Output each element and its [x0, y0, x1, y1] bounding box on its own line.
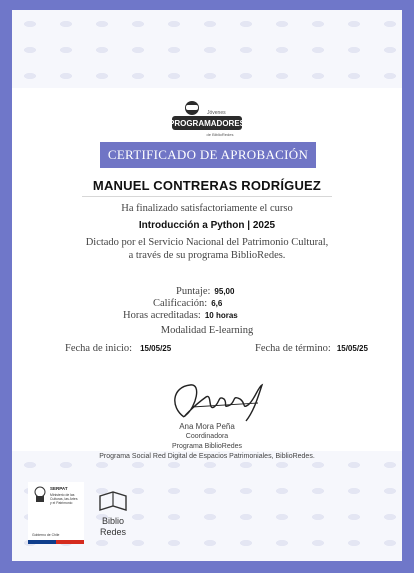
gov-line-3: y el Patrimonio — [50, 501, 73, 505]
horas-row — [123, 309, 238, 321]
calificacion-label: Calificación: — [153, 298, 208, 309]
logo-name: PROGRAMADORES — [168, 119, 246, 128]
modalidad-text: Modalidad E-learning — [160, 325, 254, 336]
signatory-program: Programa BiblioRedes — [171, 443, 243, 450]
logo-sub: de BiblioRedes — [206, 132, 234, 137]
dictado-text — [12, 236, 402, 262]
decorative-pattern-top — [12, 10, 402, 88]
fecha-inicio-label: Fecha de inicio: — [65, 343, 133, 354]
gov-line-2: Culturas, las Artes — [50, 497, 78, 501]
course-title: Introducción a Python | 2025 — [138, 220, 276, 231]
fecha-inicio-value: 15/05/25 — [140, 344, 172, 353]
fecha-termino-row — [255, 342, 368, 354]
book-icon — [92, 488, 134, 542]
signatory-role: Coordinadora — [185, 433, 229, 440]
horas-label: Horas acreditadas: — [123, 310, 201, 321]
signature-image — [162, 377, 282, 427]
calificacion-value: 6,6 — [211, 299, 223, 308]
student-name: MANUEL CONTRERAS RODRÍGUEZ — [92, 178, 322, 193]
biblio-line-2: Redes — [99, 527, 127, 537]
fecha-termino-label: Fecha de término: — [255, 343, 331, 354]
completed-text: Ha finalizado satisfactoriamente el curso — [121, 203, 293, 214]
signatory-name: Ana Mora Peña — [179, 422, 235, 431]
signatory-full-program: Programa Social Red Digital de Espacios Patrimoniales, BiblioRedes. — [99, 453, 315, 460]
logo-tag: Jóvenes — [207, 110, 226, 116]
fecha-inicio-row — [65, 342, 171, 354]
gov-line-1: Ministerio de las — [50, 493, 75, 497]
dictado-line-2: a través de su programa BiblioRedes. — [128, 250, 286, 261]
gov-bottom: Gobierno de Chile — [32, 533, 60, 537]
certificate-sheet — [12, 10, 402, 561]
puntaje-value: 95,00 — [214, 287, 235, 296]
flag-stripe-blue — [28, 540, 56, 544]
name-divider — [82, 196, 332, 197]
gobierno-de-chile-logo — [28, 482, 84, 544]
gov-crest-icon — [28, 482, 84, 544]
flag-stripe-red — [56, 540, 84, 544]
puntaje-row — [176, 285, 234, 297]
certificate-banner: CERTIFICADO DE APROBACIÓN — [100, 142, 316, 168]
biblio-line-1: Biblio — [101, 516, 125, 526]
jovenes-programadores-logo — [162, 96, 252, 142]
calificacion-row — [153, 297, 222, 309]
dictado-line-1: Dictado por el Servicio Nacional del Patrimonio Cultural, — [85, 237, 329, 248]
gov-title: SERPAT — [50, 486, 68, 491]
puntaje-label: Puntaje: — [176, 286, 211, 297]
biblioredes-logo — [92, 488, 134, 542]
fecha-termino-value: 15/05/25 — [336, 344, 368, 353]
horas-value: 10 horas — [204, 311, 238, 320]
